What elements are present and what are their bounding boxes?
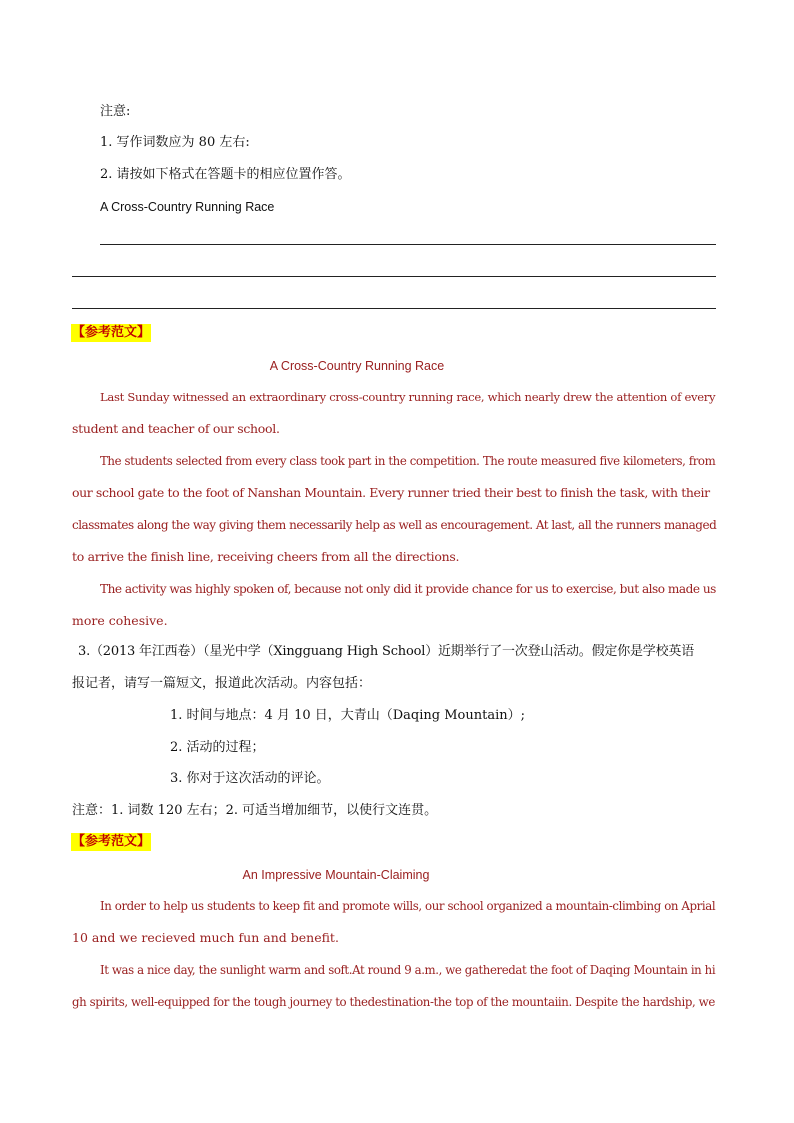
sample1-line-4: our school gate to the foot of Nanshan Mountain. Every runner tried their best to finish the task, with their	[72, 485, 710, 500]
q3-prompt-line-1: 3.（2013 年江西卷）（星光中学（Xingguang High School）近期举行了一次登山活动。假定你是学校英语	[78, 644, 694, 659]
sample1-line-1: Last Sunday witnessed an extraordinary cross-country running race, which nearly drew the attention of every	[100, 390, 716, 404]
q3-prompt-line-2: 报记者，请写一篇短文，报道此次活动。内容包括：	[72, 676, 372, 691]
reference-sample-tag: 【参考范文】	[72, 325, 151, 340]
notes-heading: 注意:	[100, 104, 131, 119]
sample2-line-1: In order to help us students to keep fit and promote wills, our school organized a mountain-climbing on Aprial	[100, 899, 716, 913]
reference-sample-tag-2: 【参考范文】	[72, 834, 151, 849]
answer-line-3	[72, 308, 716, 309]
notes-item-2: 2. 请按如下格式在答题卡的相应位置作答。	[100, 167, 351, 182]
notes-item-1: 1. 写作词数应为 80 左右:	[100, 135, 250, 150]
sample2-title: An Impressive Mountain-Claiming	[242, 868, 430, 882]
sample2-line-4: gh spirits, well-equipped for the tough journey to thedestination-the top of the mountaiin. Despite the hardship, we	[72, 995, 715, 1009]
answer-line-2	[72, 276, 716, 277]
sample1-line-2: student and teacher of our school.	[72, 421, 280, 436]
sample1-line-3: The students selected from every class took part in the competition. The route measured five kilometers, from	[100, 454, 716, 468]
q3-item-3: 3. 你对于这次活动的评论。	[170, 771, 330, 786]
sample1-line-8: more cohesive.	[72, 613, 168, 628]
q3-item-1: 1. 时间与地点：4 月 10 日，大青山（Daqing Mountain）;	[170, 708, 525, 723]
notes-essay-title: A Cross-Country Running Race	[100, 200, 275, 214]
sample1-title: A Cross-Country Running Race	[269, 359, 445, 373]
answer-line-1	[100, 244, 716, 245]
q3-item-2: 2. 活动的过程；	[170, 740, 265, 755]
sample2-line-2: 10 and we recieved much fun and benefit.	[72, 930, 339, 945]
sample1-line-7: The activity was highly spoken of, because not only did it provide chance for us to exercise, but also made us	[100, 582, 716, 596]
sample1-line-5: classmates along the way giving them necessarily help as well as encouragement. At last, all the runners managed	[72, 518, 717, 532]
sample2-line-3: It was a nice day, the sunlight warm and soft.At round 9 a.m., we gatheredat the foot of Daqing Mountain in hi	[100, 963, 716, 977]
q3-note: 注意：1. 词数 120 左右；2. 可适当增加细节，以使行文连贯。	[72, 803, 438, 818]
sample1-line-6: to arrive the finish line, receiving cheers from all the directions.	[72, 549, 460, 564]
